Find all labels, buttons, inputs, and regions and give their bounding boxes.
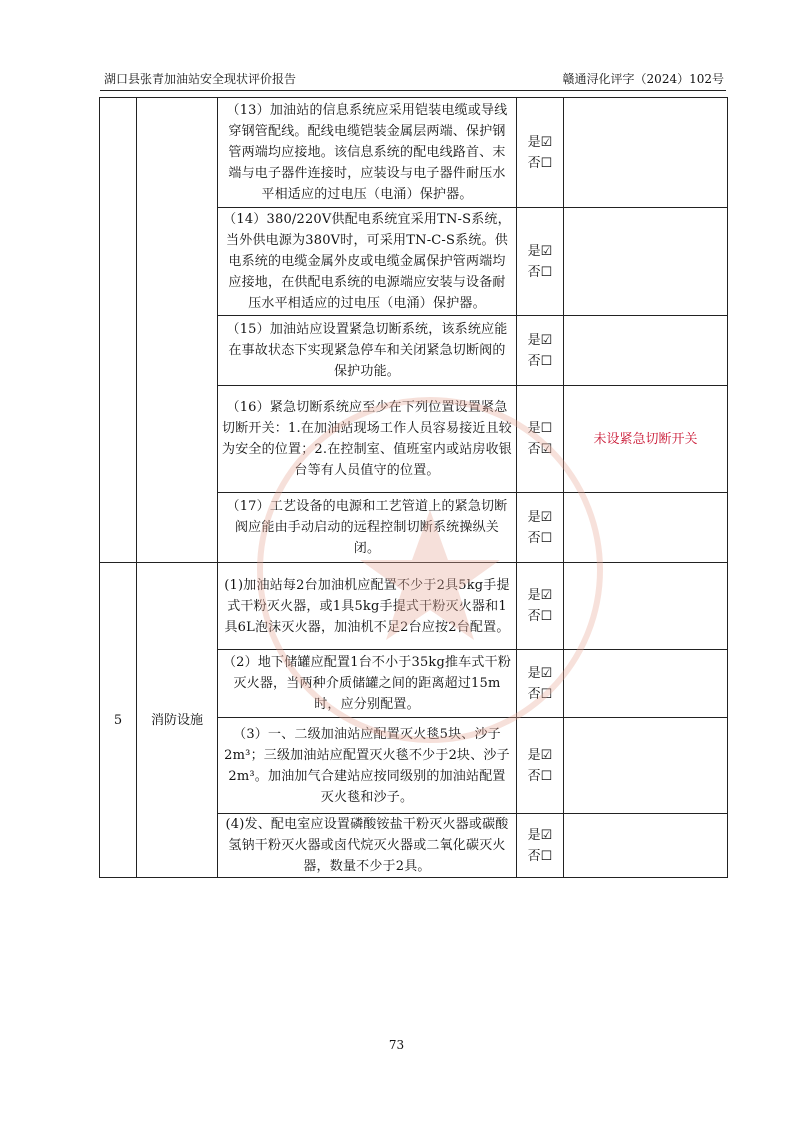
requirement-text: (1)加油站每2台加油机应配置不少于2具5kg手提式干粉灭火器，或1具5kg手提式干粉灭火器和1具6L泡沫灭火器，加油机不足2台应按2台配置。	[218, 563, 517, 650]
requirement-text: （2）地下储罐应配置1台不小于35kg推车式干粉灭火器，当两种介质储罐之间的距离超过15m时，应分别配置。	[218, 650, 517, 718]
check-cell	[517, 208, 564, 316]
no-checkbox[interactable]: 否☐	[527, 264, 553, 280]
no-checkbox[interactable]: 否☐	[527, 609, 553, 624]
check-cell	[517, 814, 564, 878]
no-checkbox[interactable]: 否☑	[527, 442, 553, 457]
no-checkbox[interactable]: 否☐	[527, 353, 553, 369]
page-header	[100, 70, 726, 88]
item-category: 消防设施	[137, 563, 218, 878]
check-cell	[517, 718, 564, 814]
remark-cell	[564, 650, 728, 718]
remark-cell	[564, 493, 728, 563]
report-title: 湖口县张青加油站安全现状评价报告	[104, 72, 297, 86]
no-checkbox[interactable]: 否☐	[527, 768, 553, 784]
check-cell	[517, 98, 564, 208]
remark-cell	[564, 208, 728, 316]
document-number: 赣通浔化评字（2024）102号	[562, 72, 724, 86]
yes-checkbox[interactable]: 是☑	[527, 665, 553, 681]
requirement-text: （16）紧急切断系统应至少在下列位置设置紧急切断开关：1.在加油站现场工作人员容易接近且较为安全的位置；2.在控制室、值班室内或站房收银台等有人员值守的位置。	[218, 386, 517, 493]
table-row	[100, 563, 728, 650]
item-category-cell	[137, 98, 218, 563]
no-checkbox[interactable]: 否☐	[527, 530, 553, 546]
yes-checkbox[interactable]: 是☑	[527, 243, 553, 259]
requirement-text: (4)发、配电室应设置磷酸铵盐干粉灭火器或碳酸氢钠干粉灭火器或卤代烷灭火器或二氧化碳灭火器，数量不少于2具。	[218, 814, 517, 878]
no-checkbox[interactable]: 否☐	[527, 848, 553, 864]
header-divider	[100, 90, 726, 91]
check-cell	[517, 316, 564, 386]
requirement-text: （15）加油站应设置紧急切断系统，该系统应能在事故状态下实现紧急停车和关闭紧急切断阀的保护功能。	[218, 316, 517, 386]
remark-cell: 未设紧急切断开关	[564, 386, 728, 493]
yes-checkbox[interactable]: 是☑	[527, 509, 553, 525]
yes-checkbox[interactable]: 是☑	[527, 332, 553, 348]
yes-checkbox[interactable]: 是☑	[527, 827, 553, 843]
yes-checkbox[interactable]: 是☐	[527, 421, 553, 436]
requirement-text: （3）一、二级加油站应配置灭火毯5块、沙子2m³；三级加油站应配置灭火毯不少于2块、沙子2m³。加油加气合建站应按同级别的加油站配置灭火毯和沙子。	[218, 718, 517, 814]
yes-checkbox[interactable]: 是☑	[527, 747, 553, 763]
remark-cell	[564, 563, 728, 650]
requirement-text: （14）380/220V供配电系统宜采用TN-S系统，当外供电源为380V时，可采用TN-C-S系统。供电系统的电缆金属外皮或电缆金属保护管两端均应接地，在供配电系统的电源端应安装与设备耐压水平相适应的过电压（电涌）保护器。	[218, 208, 517, 316]
requirement-text: （13）加油站的信息系统应采用铠装电缆或导线穿钢管配线。配线电缆铠装金属层两端、保护钢管两端均应接地。该信息系统的配电线路首、末端与电子器件连接时，应装设与电子器件耐压水平相适应的过电压（电涌）保护器。	[218, 98, 517, 208]
yes-checkbox[interactable]: 是☑	[527, 588, 553, 603]
yes-checkbox[interactable]: 是☑	[527, 134, 553, 150]
no-checkbox[interactable]: 否☐	[527, 155, 553, 171]
remark-cell	[564, 718, 728, 814]
remark-cell	[564, 98, 728, 208]
requirement-text: （17）工艺设备的电源和工艺管道上的紧急切断阀应能由手动启动的远程控制切断系统操纵关闭。	[218, 493, 517, 563]
table-row	[100, 98, 728, 208]
check-cell	[517, 493, 564, 563]
no-checkbox[interactable]: 否☐	[527, 686, 553, 702]
item-number-cell	[100, 98, 137, 563]
page-number: 73	[388, 1038, 405, 1052]
check-cell	[517, 650, 564, 718]
check-cell	[517, 563, 564, 650]
evaluation-table	[99, 97, 728, 878]
check-cell	[517, 386, 564, 493]
remark-cell	[564, 316, 728, 386]
remark-cell	[564, 814, 728, 878]
item-number: 5	[100, 563, 137, 878]
